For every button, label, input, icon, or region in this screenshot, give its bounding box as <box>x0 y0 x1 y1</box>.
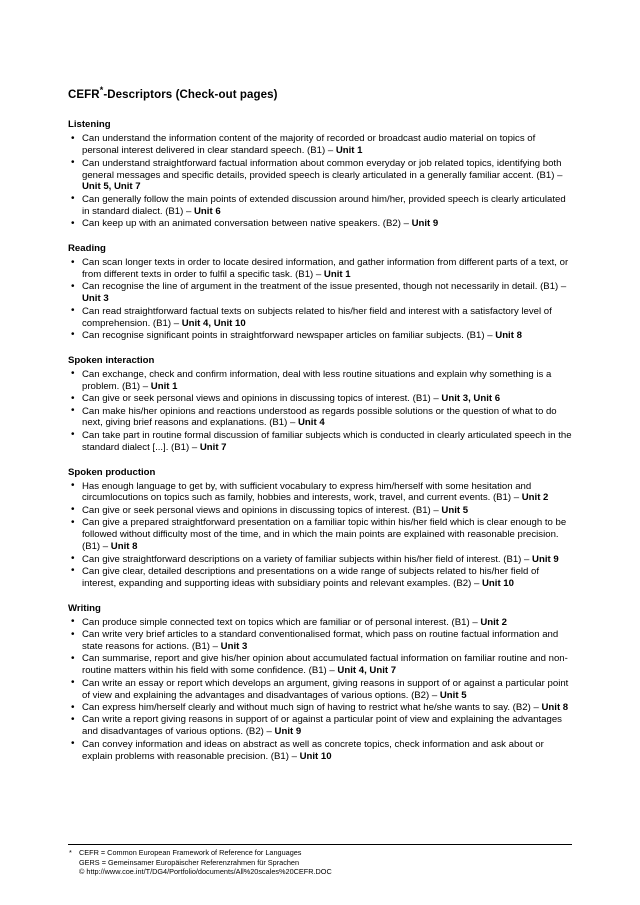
descriptor-text: Can give or seek personal views and opinions in discussing topics of interest. (B1) – <box>82 504 442 516</box>
page-title-rest: -Descriptors (Check-out pages) <box>103 89 278 101</box>
descriptor-unit-reference: Unit 9 <box>274 726 302 738</box>
descriptor-unit-reference: Unit 5, Unit 7 <box>82 181 141 193</box>
page-title <box>68 85 572 102</box>
descriptor-text: Can recognise the line of argument in the treatment of the issue presented, though not necessarily in detail. (B1) – <box>82 281 567 293</box>
footnote-block <box>68 848 572 877</box>
section-heading: Reading <box>68 243 106 255</box>
descriptor-unit-reference: Unit 9 <box>411 218 439 230</box>
footnote-line-cefr: CEFR = Common European Framework of Reference for Languages <box>79 848 302 858</box>
descriptor-item <box>68 133 572 157</box>
descriptor-item <box>68 330 572 342</box>
descriptor-text: Can summarise, report and give his/her opinion about accumulated factual information on familiar routine and non-routine matters within his field with some confidence. (B1) – <box>82 653 568 677</box>
descriptor-unit-reference: Unit 10 <box>481 577 514 589</box>
descriptor-unit-reference: Unit 7 <box>199 441 227 453</box>
descriptor-text: Can convey information and ideas on abstract as well as concrete topics, check information and ask about or explain problems with reasonable precision. (B1) – <box>82 738 544 762</box>
descriptor-list <box>68 133 572 230</box>
footnote-line-source-url: © http://www.coe.int/T/DG4/Portfolio/documents/All%20scales%20CEFR.DOC <box>79 867 332 877</box>
descriptor-text: Can write a report giving reasons in support of or against a particular point of view and explaining the advantages and disadvantages of various options. (B2) – <box>82 714 562 738</box>
descriptor-item <box>68 194 572 218</box>
descriptor-text: Can give straightforward descriptions on a variety of familiar subjects within his/her field of interest. (B1) – <box>82 553 533 565</box>
descriptor-unit-reference: Unit 5 <box>441 504 469 516</box>
descriptor-unit-reference: Unit 4, Unit 10 <box>181 317 246 329</box>
descriptor-text: Can keep up with an animated conversation between native speakers. (B2) – <box>82 218 412 230</box>
descriptor-item <box>68 257 572 281</box>
descriptor-item <box>68 714 572 738</box>
descriptor-section <box>68 243 572 342</box>
descriptor-unit-reference: Unit 8 <box>495 329 522 341</box>
descriptor-unit-reference: Unit 2 <box>521 492 549 504</box>
descriptor-unit-reference: Unit 3, Unit 6 <box>441 393 501 405</box>
descriptor-text: Can understand straightforward factual information about common everyday or job related topics, identifying both general messages and specific details, provided speech is clearly articulated in a generally familiar accent. (B1) – <box>82 157 563 181</box>
descriptor-item <box>68 739 572 763</box>
page-footer <box>68 844 572 877</box>
descriptor-sections <box>68 119 572 762</box>
descriptor-unit-reference: Unit 5 <box>439 689 467 701</box>
descriptor-item <box>68 678 572 702</box>
descriptor-unit-reference: Unit 1 <box>335 145 363 157</box>
section-heading: Listening <box>68 119 111 131</box>
footnote-asterisk: * <box>69 848 72 858</box>
descriptor-text: Can understand the information content of the majority of recorded or broadcast audio material on topics of personal interest delivered in clear standard speech. (B1) – <box>82 133 536 157</box>
section-heading: Writing <box>68 602 101 614</box>
descriptor-text: Can produce simple connected text on topics which are familiar or of personal interest. (B1) – <box>82 616 481 628</box>
descriptor-section <box>68 467 572 590</box>
descriptor-unit-reference: Unit 1 <box>150 380 178 392</box>
descriptor-section <box>68 355 572 454</box>
descriptor-section <box>68 119 572 230</box>
descriptor-unit-reference: Unit 9 <box>532 553 559 565</box>
descriptor-item <box>68 393 572 405</box>
descriptor-unit-reference: Unit 1 <box>323 268 351 280</box>
descriptor-unit-reference: Unit 4, Unit 7 <box>337 665 397 677</box>
section-heading: Spoken interaction <box>68 354 155 366</box>
descriptor-text: Can scan longer texts in order to locate desired information, and gather information from different parts of a text, or from different texts in order to fulfil a specific task. (B1) – <box>82 257 569 280</box>
footnote-line-gers: GERS = Gemeinsamer Europäischer Referenzrahmen für Sprachen <box>79 857 300 867</box>
descriptor-item <box>68 554 572 566</box>
section-heading: Spoken production <box>68 466 156 478</box>
descriptor-text: Can express him/herself clearly and without much sign of having to restrict what he/she wants to say. (B2) – <box>82 702 542 713</box>
descriptor-unit-reference: Unit 8 <box>541 702 569 713</box>
descriptor-unit-reference: Unit 4 <box>298 417 325 429</box>
descriptor-item <box>68 629 572 653</box>
descriptor-item <box>68 617 572 629</box>
descriptor-item <box>68 481 572 505</box>
descriptor-item <box>68 430 572 454</box>
page-title-footnote-marker: * <box>99 85 104 96</box>
descriptor-list <box>68 617 572 763</box>
descriptor-item <box>68 653 572 677</box>
descriptor-unit-reference: Unit 8 <box>110 541 138 553</box>
descriptor-item <box>68 517 572 553</box>
descriptor-item <box>68 406 572 430</box>
descriptor-text: Can give clear, detailed descriptions and presentations on a wide range of subjects related to his/her field of interest, expanding and supporting ideas with subsidiary points and relevant examples. (B2) – <box>82 565 540 589</box>
page-title-main: CEFR <box>68 89 100 101</box>
descriptor-text: Can make his/her opinions and reactions understood as regards possible solutions or the question of what to do next, giving brief reasons and explanations. (B1) – <box>82 405 557 429</box>
descriptor-item <box>68 306 572 330</box>
descriptor-text: Can write an essay or report which develops an argument, giving reasons in support of or against a particular point of view and explaining the advantages and disadvantages of various options. (B2) – <box>82 677 569 701</box>
descriptor-list <box>68 481 572 590</box>
descriptor-text: Can write very brief articles to a standard conventionalised format, which pass on routine factual information and state reasons for actions. (B1) – <box>82 629 559 652</box>
descriptor-text: Can recognise significant points in straightforward newspaper articles on familiar subjects. (B1) – <box>82 329 496 341</box>
descriptor-unit-reference: Unit 2 <box>480 616 507 628</box>
descriptor-list <box>68 257 572 342</box>
descriptor-unit-reference: Unit 6 <box>194 205 221 217</box>
descriptor-item <box>68 218 572 230</box>
descriptor-unit-reference: Unit 3 <box>220 640 248 652</box>
descriptor-text: Can give a prepared straightforward presentation on a familiar topic within his/her field which is clear enough to be followed without difficulty most of the time, and in which the main points are explained with reasonable precision. (B1) – <box>82 517 567 553</box>
descriptor-unit-reference: Unit 10 <box>299 750 332 762</box>
descriptor-list <box>68 369 572 454</box>
descriptor-text: Can exchange, check and confirm information, deal with less routine situations and explain why something is a problem. (B1) – <box>82 368 552 392</box>
descriptor-text: Can take part in routine formal discussion of familiar subjects which is conducted in clearly articulated speech in the standard dialect [...]. (B1) – <box>82 429 572 453</box>
descriptor-item <box>68 566 572 590</box>
descriptor-text: Can give or seek personal views and opinions in discussing topics of interest. (B1) – <box>82 393 442 405</box>
descriptor-section <box>68 603 572 763</box>
descriptor-text: Can read straightforward factual texts on subjects related to his/her field and interest with a satisfactory level of comprehension. (B1) – <box>82 305 552 329</box>
descriptor-item <box>68 369 572 393</box>
descriptor-item <box>68 505 572 517</box>
descriptor-item <box>68 281 572 305</box>
footer-divider <box>68 844 572 845</box>
descriptor-unit-reference: Unit 3 <box>82 293 109 305</box>
descriptor-text: Has enough language to get by, with sufficient vocabulary to express him/herself with some hesitation and circumlocutions on topics such as family, hobbies and interests, work, travel, and current events. (B1) – <box>82 480 532 504</box>
descriptor-text: Can generally follow the main points of extended discussion around him/her, provided speech is clearly articulated in standard dialect. (B1) – <box>82 193 566 217</box>
descriptor-item <box>68 702 572 714</box>
descriptor-item <box>68 158 572 194</box>
